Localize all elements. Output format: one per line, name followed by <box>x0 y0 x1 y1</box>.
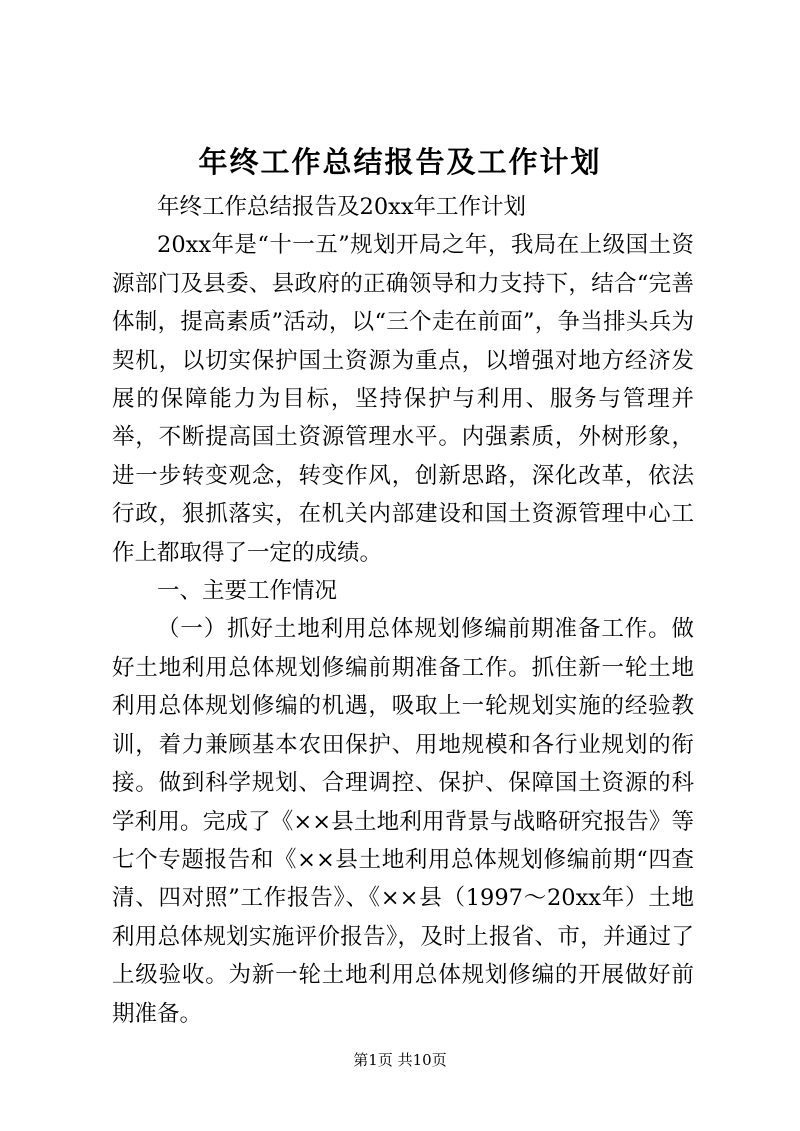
intro-paragraph: 20xx年是“十一五”规划开局之年，我局在上级国土资源部门及县委、县政府的正确领导和力支持下，结合“完善体制，提高素质”活动，以“三个走在前面”，争当排头兵为契机，以切实保护国土资源为重点，以增强对地方经济发展的保障能力为目标，坚持保护与利用、服务与管理并举，不断提高国土资源管理水平。内强素质，外树形象，进一步转变观念，转变作风，创新思路，深化改革，依法行政，狠抓落实，在机关内部建设和国土资源管理中心工作上都取得了一定的成绩。 <box>112 232 694 566</box>
section-heading: 一、主要工作情况 <box>157 578 338 605</box>
document-body <box>112 188 694 1033</box>
section-paragraph: （一）抓好土地利用总体规划修编前期准备工作。做好土地利用总体规划修编前期准备工作。抓住新一轮土地利用总体规划修编的机遇，吸取上一轮规划实施的经验教训，着力兼顾基本农田保护、用地规模和各行业规划的衔接。做到科学规划、合理调控、保护、保障国土资源的科学利用。完成了《××县土地利用背景与战略研究报告》等七个专题报告和《××县土地利用总体规划修编前期“四查清、四对照”工作报告》、《××县（1997～20xx年）土地利用总体规划实施评价报告》，及时上报省、市，并通过了上级验收。为新一轮土地利用总体规划修编的开展做好前期准备。 <box>112 616 694 1027</box>
document-title: 年终工作总结报告及工作计划 <box>198 145 602 179</box>
subtitle-paragraph: 年终工作总结报告及20xx年工作计划 <box>157 194 527 220</box>
page-footer: 第1页 共10页 <box>353 1051 447 1069</box>
